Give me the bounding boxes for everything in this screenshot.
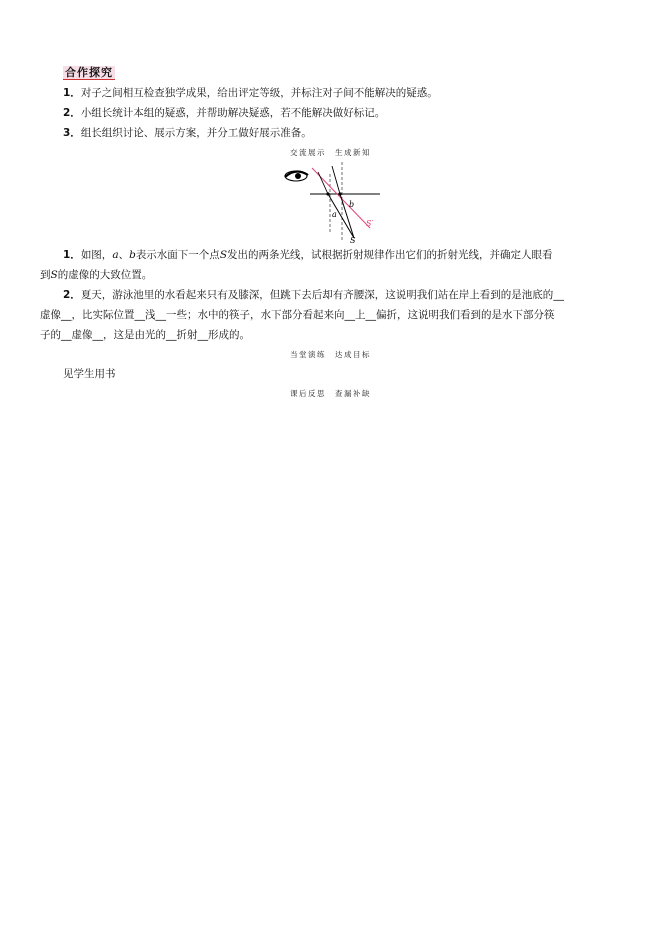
figure-label-b: b xyxy=(349,200,355,209)
question-2-line-3: 子的__虚像__，这是由光的__折射__形成的。 xyxy=(40,329,250,341)
step-3: 3．组长组织讨论、展示方案，并分工做好展示准备。 xyxy=(63,127,312,139)
question-1-line-2: 到S的虚像的大致位置。 xyxy=(40,269,153,281)
figure-label-s: S xyxy=(350,236,356,244)
question-1-line-1: 1．如图，a、b表示水面下一个点S发出的两条光线，试根据折射规律作出它们的折射光线，并确定人眼看 xyxy=(63,249,553,261)
subhead-reflect: 课后反思 查漏补缺 xyxy=(290,389,371,398)
subhead-practice: 当堂演练 达成目标 xyxy=(290,350,371,359)
step-1: 1．对子之间相互检查独学成果，给出评定等级，并标注对子间不能解决的疑惑。 xyxy=(63,87,438,99)
student-book-note: 见学生用书 xyxy=(63,368,116,380)
subhead-exchange: 交流展示 生成新知 xyxy=(290,148,371,157)
figure-label-a: a xyxy=(332,210,337,219)
refraction-figure xyxy=(282,160,382,244)
question-2-line-2: 虚像__，比实际位置__浅__一些；水中的筷子，水下部分看起来向__上__偏折，这说明我们看到的是水下部分筷 xyxy=(40,309,555,321)
step-2: 2．小组长统计本组的疑惑，并帮助解决疑惑，若不能解决做好标记。 xyxy=(63,107,386,119)
question-2-line-1: 2．夏天，游泳池里的水看起来只有及膝深，但跳下去后却有齐腰深，这说明我们站在岸上看到的是池底的__ xyxy=(63,289,564,301)
eye-icon xyxy=(285,171,308,181)
section-tag: 合作探究 xyxy=(65,66,113,79)
figure-label-s-prime: S′ xyxy=(366,219,374,228)
